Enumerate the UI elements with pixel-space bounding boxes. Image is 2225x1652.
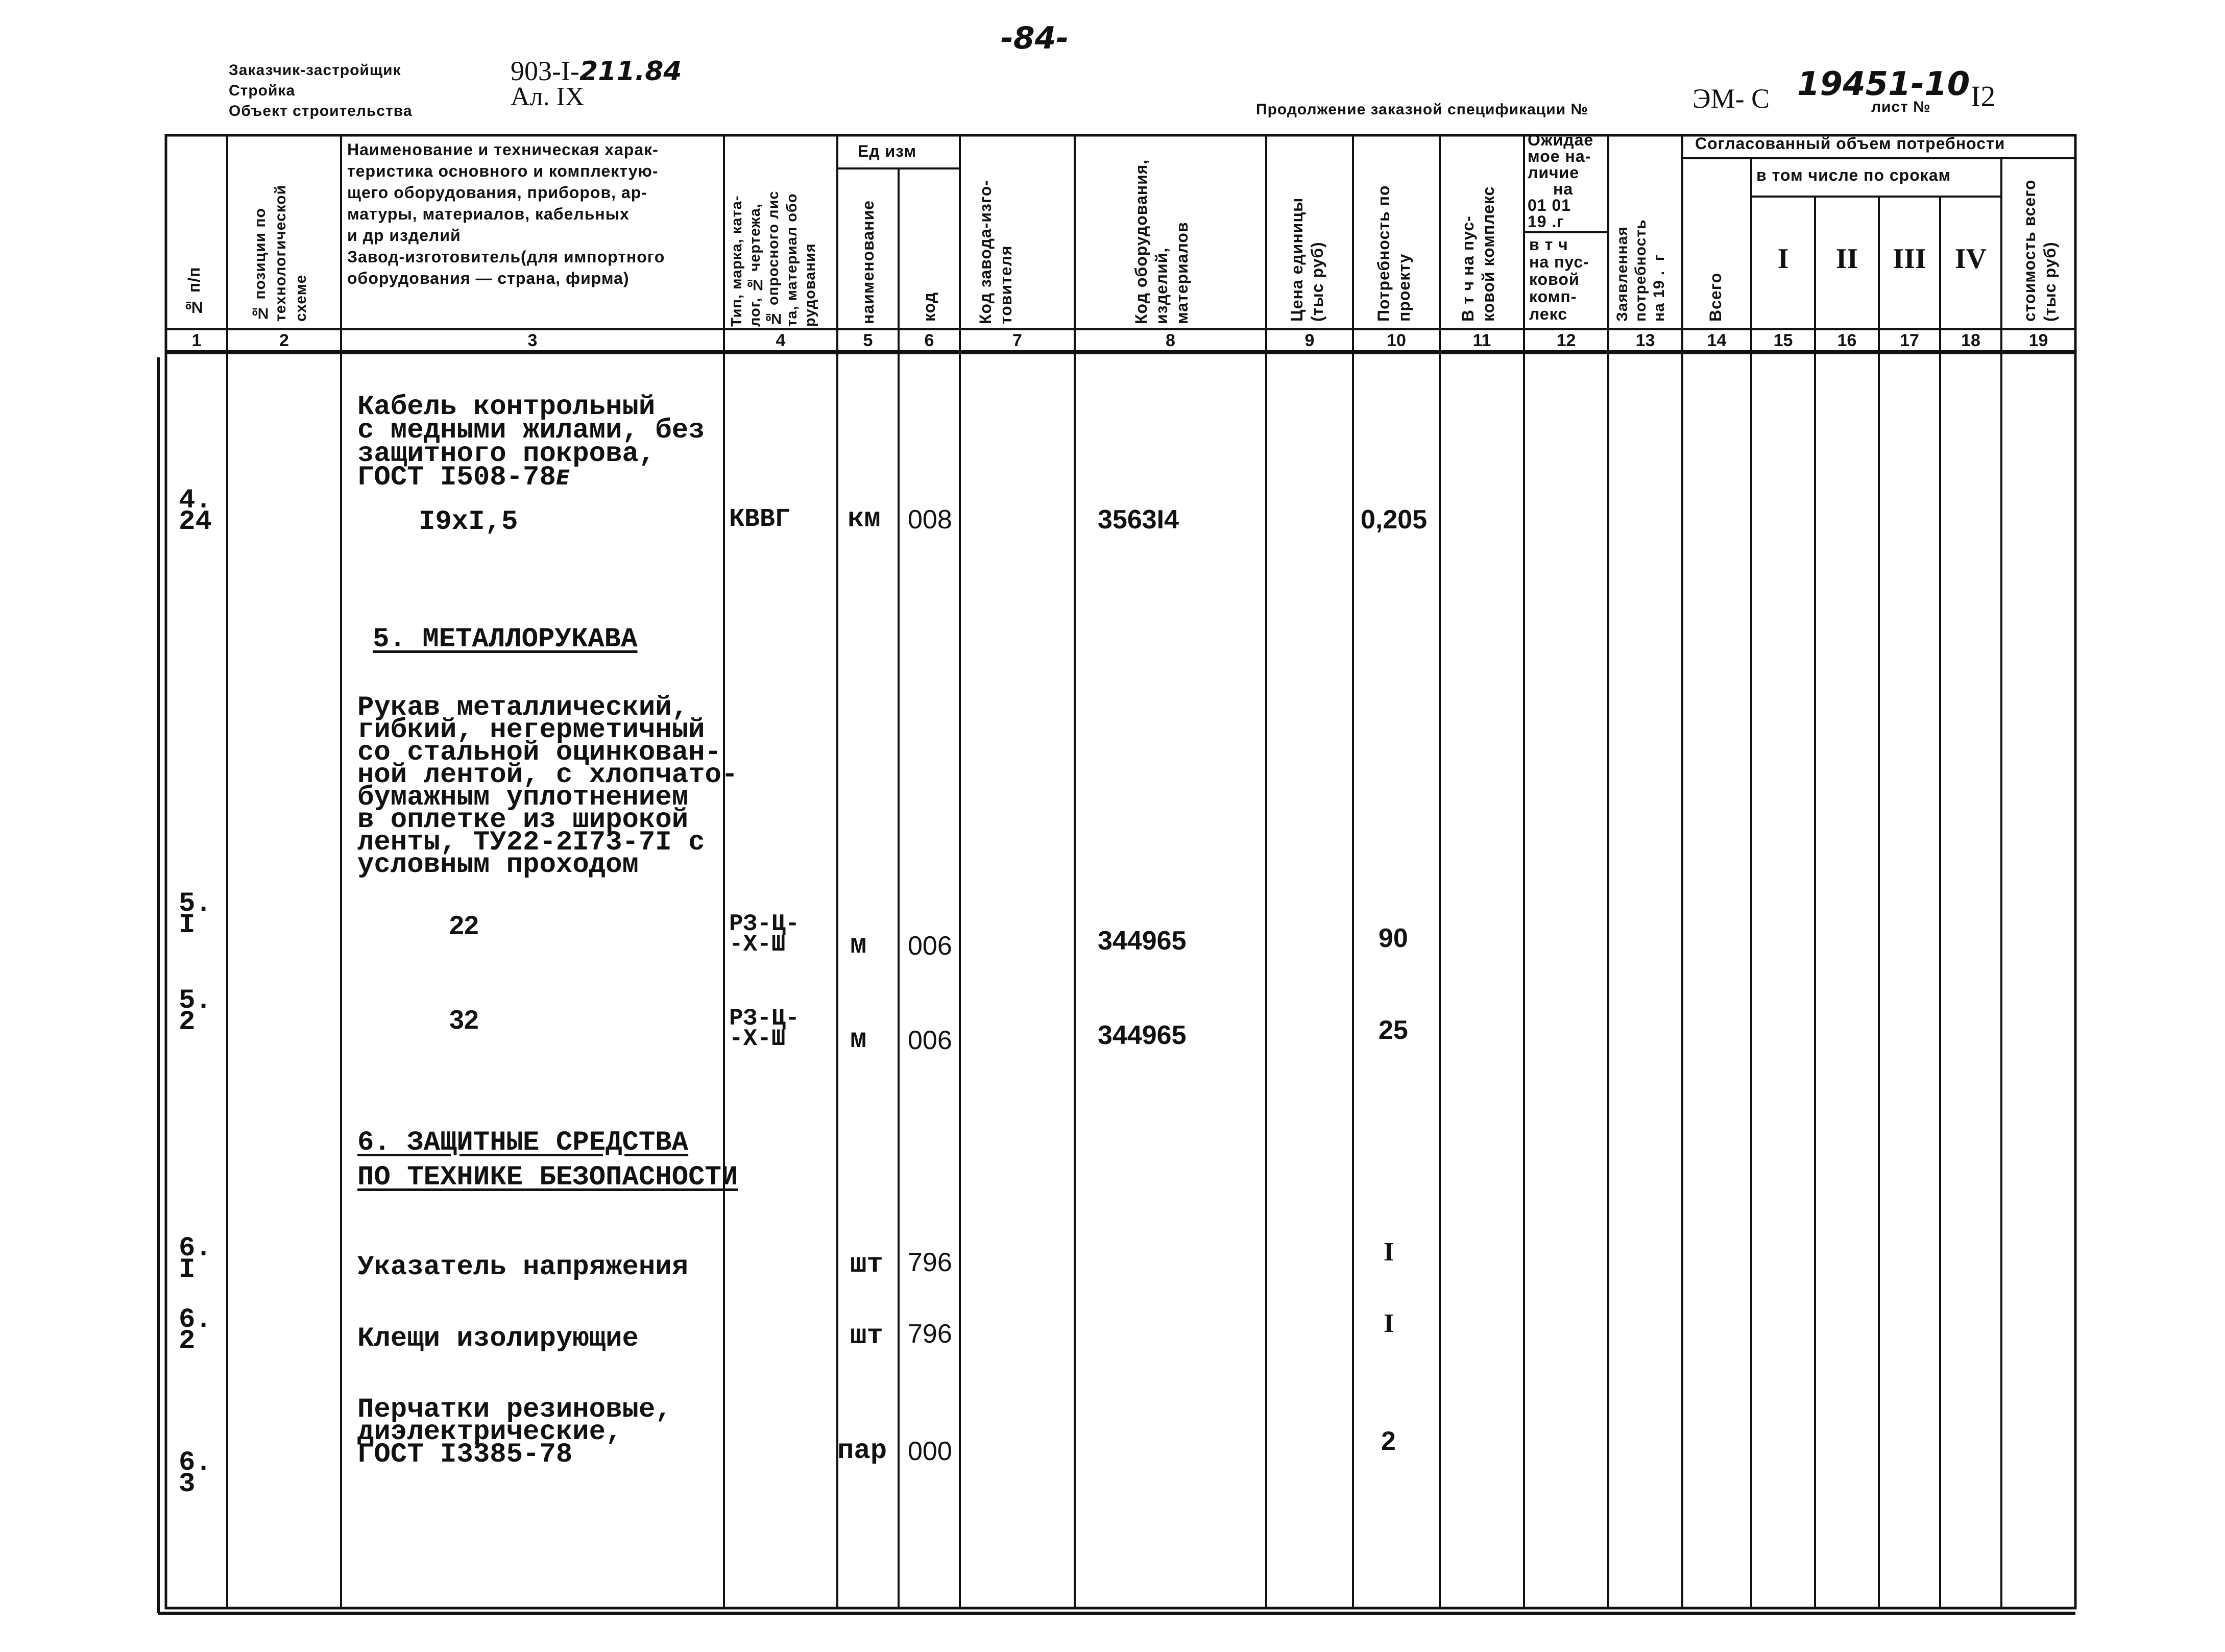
- item-type: РЗ-Ц- -Х-Ш: [729, 911, 800, 958]
- unit-code: 008: [908, 505, 952, 535]
- col-19-header: стоимость всего (тыс руб): [2020, 179, 2059, 322]
- col-12a-line: мое на-: [1528, 147, 1591, 165]
- item-type: КВВГ: [729, 505, 791, 534]
- item-description: I9xI,5: [419, 506, 518, 538]
- col-number: 15: [1773, 331, 1793, 350]
- item-description: Клещи изолирующие: [357, 1323, 639, 1354]
- desc-line: ленты, ТУ22-2I73-7I с: [357, 827, 705, 858]
- col-12b-header: [1529, 236, 1589, 323]
- col-12a-line: личие: [1528, 163, 1580, 182]
- spec-number: 19451-10: [1797, 65, 1970, 103]
- desc-line: Кабель контрольный: [357, 392, 656, 423]
- col-3-line: и др изделий: [347, 226, 461, 245]
- col-number: 10: [1387, 331, 1406, 350]
- unit-code: 006: [908, 931, 952, 961]
- col-number: 3: [527, 331, 538, 350]
- unit-name: пар: [837, 1436, 887, 1467]
- desc-line: с медными жилами, без: [357, 415, 705, 446]
- row-number: 4. 24: [179, 485, 212, 538]
- unit-code: 796: [908, 1319, 952, 1349]
- col-number: 11: [1472, 331, 1491, 350]
- col-12b-line: ковой: [1529, 270, 1580, 288]
- col-12a-line: 19 .г: [1528, 212, 1564, 231]
- item-description: 32: [449, 1005, 479, 1035]
- item-description: 22: [449, 911, 479, 940]
- col-14-header: Всего: [1706, 272, 1725, 322]
- col-number: 7: [1012, 331, 1022, 350]
- unit-code: 000: [908, 1437, 952, 1466]
- col-number: 16: [1837, 331, 1857, 350]
- project-code-prefix: 903-I-: [511, 56, 579, 86]
- desc-line: защитного покрова,: [357, 439, 656, 470]
- col-6-header: код: [920, 291, 938, 322]
- continuation-label: Продолжение заказной спецификации №: [1256, 101, 1588, 118]
- col-4-header: Тип, марка, ката- лог, № чертежа, № опросного лис та, материал обо рудования: [729, 190, 818, 327]
- sheet-label: лист №: [1871, 99, 1931, 115]
- col-3-line: оборудования — страна, фирма): [347, 269, 630, 287]
- col-3-line: Завод-изготовитель(для импортного: [347, 248, 665, 266]
- unit-code: 006: [908, 1026, 952, 1055]
- col-12b-line: в т ч: [1529, 235, 1568, 254]
- desc-line: со стальной оцинкован-: [357, 737, 721, 768]
- col-12b-line: комп-: [1529, 287, 1577, 306]
- col-number: 19: [2028, 331, 2048, 350]
- desc-text: ГОСТ I508-78: [357, 462, 556, 493]
- item-description: Указатель напряжения: [357, 1252, 689, 1283]
- row-number: 5. 2: [179, 985, 212, 1038]
- spec-prefix: ЭМ- С: [1692, 83, 1770, 114]
- col-number: 18: [1961, 331, 1980, 350]
- item-description: [357, 692, 738, 881]
- object-label: Объект строительства: [229, 103, 413, 119]
- col-11-header: В т ч на пус- ковой комплекс: [1459, 186, 1497, 322]
- col-12b-line: на пус-: [1529, 253, 1589, 271]
- desc-line: ГОСТ I3385-78: [357, 1439, 573, 1470]
- col-3-line: щего оборудования, приборов, ар-: [347, 183, 647, 202]
- col-number: 1: [191, 331, 202, 350]
- project-need: I: [1384, 1237, 1394, 1267]
- col-2-header: № позиции по технологической схеме: [252, 184, 309, 322]
- row-number: 6. 2: [179, 1304, 212, 1357]
- project-need: I: [1384, 1309, 1394, 1338]
- customer-label: Заказчик-застройщик: [229, 62, 401, 79]
- col-number: 9: [1304, 331, 1315, 350]
- term-3-header: III: [1893, 243, 1926, 275]
- term-2-header: II: [1835, 243, 1858, 275]
- col-12a-line: 01 01: [1528, 196, 1571, 214]
- item-code: 344965: [1098, 1021, 1187, 1050]
- col-number: 6: [924, 331, 934, 350]
- col-1-header: № п/п: [185, 266, 203, 317]
- col-number: 14: [1707, 331, 1727, 350]
- item-code: 3563I4: [1098, 505, 1179, 535]
- row-number: 6. I: [179, 1233, 212, 1285]
- col-12a-line: Ожидае: [1528, 131, 1594, 149]
- col-3-line: матуры, материалов, кабельных: [347, 205, 630, 223]
- col-3-line: теристика основного и комплектую-: [347, 162, 659, 180]
- desc-line: ной лентой, с хлопчато-: [357, 760, 738, 791]
- unit-group-header: Ед изм: [858, 142, 916, 160]
- sheet-number: I2: [1971, 80, 1996, 113]
- unit-name: м: [850, 930, 867, 961]
- handwritten-annotation: Е: [555, 466, 570, 490]
- terms-group-header: в том числе по срокам: [1756, 166, 1951, 184]
- item-description: [357, 392, 705, 493]
- item-description: [357, 1394, 672, 1470]
- row-number: 6. 3: [179, 1447, 212, 1500]
- col-12b-line: лекс: [1529, 305, 1568, 323]
- desc-line: гибкий, негерметичный: [357, 715, 705, 746]
- project-need: 0,205: [1361, 505, 1428, 535]
- col-12a-header: [1528, 132, 1593, 230]
- col-7-header: Код завода-изго- товителя: [976, 180, 1015, 324]
- col-number: 5: [863, 331, 873, 350]
- desc-line: в оплетке из широкой: [357, 805, 689, 836]
- col-12a-line: на: [1553, 180, 1574, 198]
- unit-code: 796: [908, 1248, 952, 1277]
- section-title: 6. ЗАЩИТНЫЕ СРЕДСТВА ПО ТЕХНИКЕ БЕЗОПАСНОСТИ: [357, 1127, 738, 1193]
- desc-line: диэлектрические,: [357, 1417, 622, 1448]
- col-9-header: Цена единицы (тыс руб): [1288, 197, 1326, 322]
- term-4-header: IV: [1954, 243, 1987, 275]
- col-number: 4: [776, 331, 786, 350]
- album-label: Ал. IX: [511, 82, 585, 111]
- row-number: 5. I: [179, 888, 212, 941]
- col-13-header: Заявленная потребность на 19 . г: [1614, 219, 1667, 322]
- col-5-header: наименование: [859, 200, 877, 324]
- unit-name: м: [850, 1025, 867, 1056]
- page-number: -84-: [1001, 20, 1069, 56]
- col-8-header: Код оборудования, изделий, материалов: [1132, 159, 1191, 324]
- col-number: 8: [1166, 331, 1175, 350]
- col-number: 12: [1556, 331, 1576, 350]
- desc-line: Перчатки резиновые,: [357, 1394, 672, 1425]
- project-need: 25: [1378, 1015, 1408, 1045]
- col-number: 2: [279, 331, 289, 350]
- col-3-line: Наименование и техническая харак-: [347, 140, 659, 159]
- unit-name: км: [848, 504, 881, 535]
- col-number: 17: [1900, 331, 1919, 350]
- item-code: 344965: [1098, 926, 1187, 956]
- project-need: 2: [1381, 1426, 1396, 1456]
- section-title: 5. МЕТАЛЛОРУКАВА: [373, 624, 638, 655]
- project-need: 90: [1378, 924, 1408, 953]
- col-3-header: [347, 139, 665, 289]
- agreed-group-header: Согласованный объем потребности: [1695, 134, 2005, 153]
- desc-line: условным проходом: [357, 849, 639, 881]
- unit-name: шт: [850, 1249, 883, 1280]
- col-10-header: Потребность по проекту: [1374, 185, 1413, 322]
- unit-name: шт: [850, 1321, 883, 1352]
- desc-line: Рукав металлический,: [357, 692, 689, 723]
- item-type: РЗ-Ц- -Х-Ш: [729, 1005, 800, 1052]
- building-label: Стройка: [229, 82, 296, 99]
- desc-line: бумажным уплотнением: [357, 782, 689, 813]
- col-number: 13: [1635, 331, 1655, 350]
- project-code-handwritten: 211.84: [579, 56, 682, 87]
- term-1-header: I: [1777, 243, 1789, 275]
